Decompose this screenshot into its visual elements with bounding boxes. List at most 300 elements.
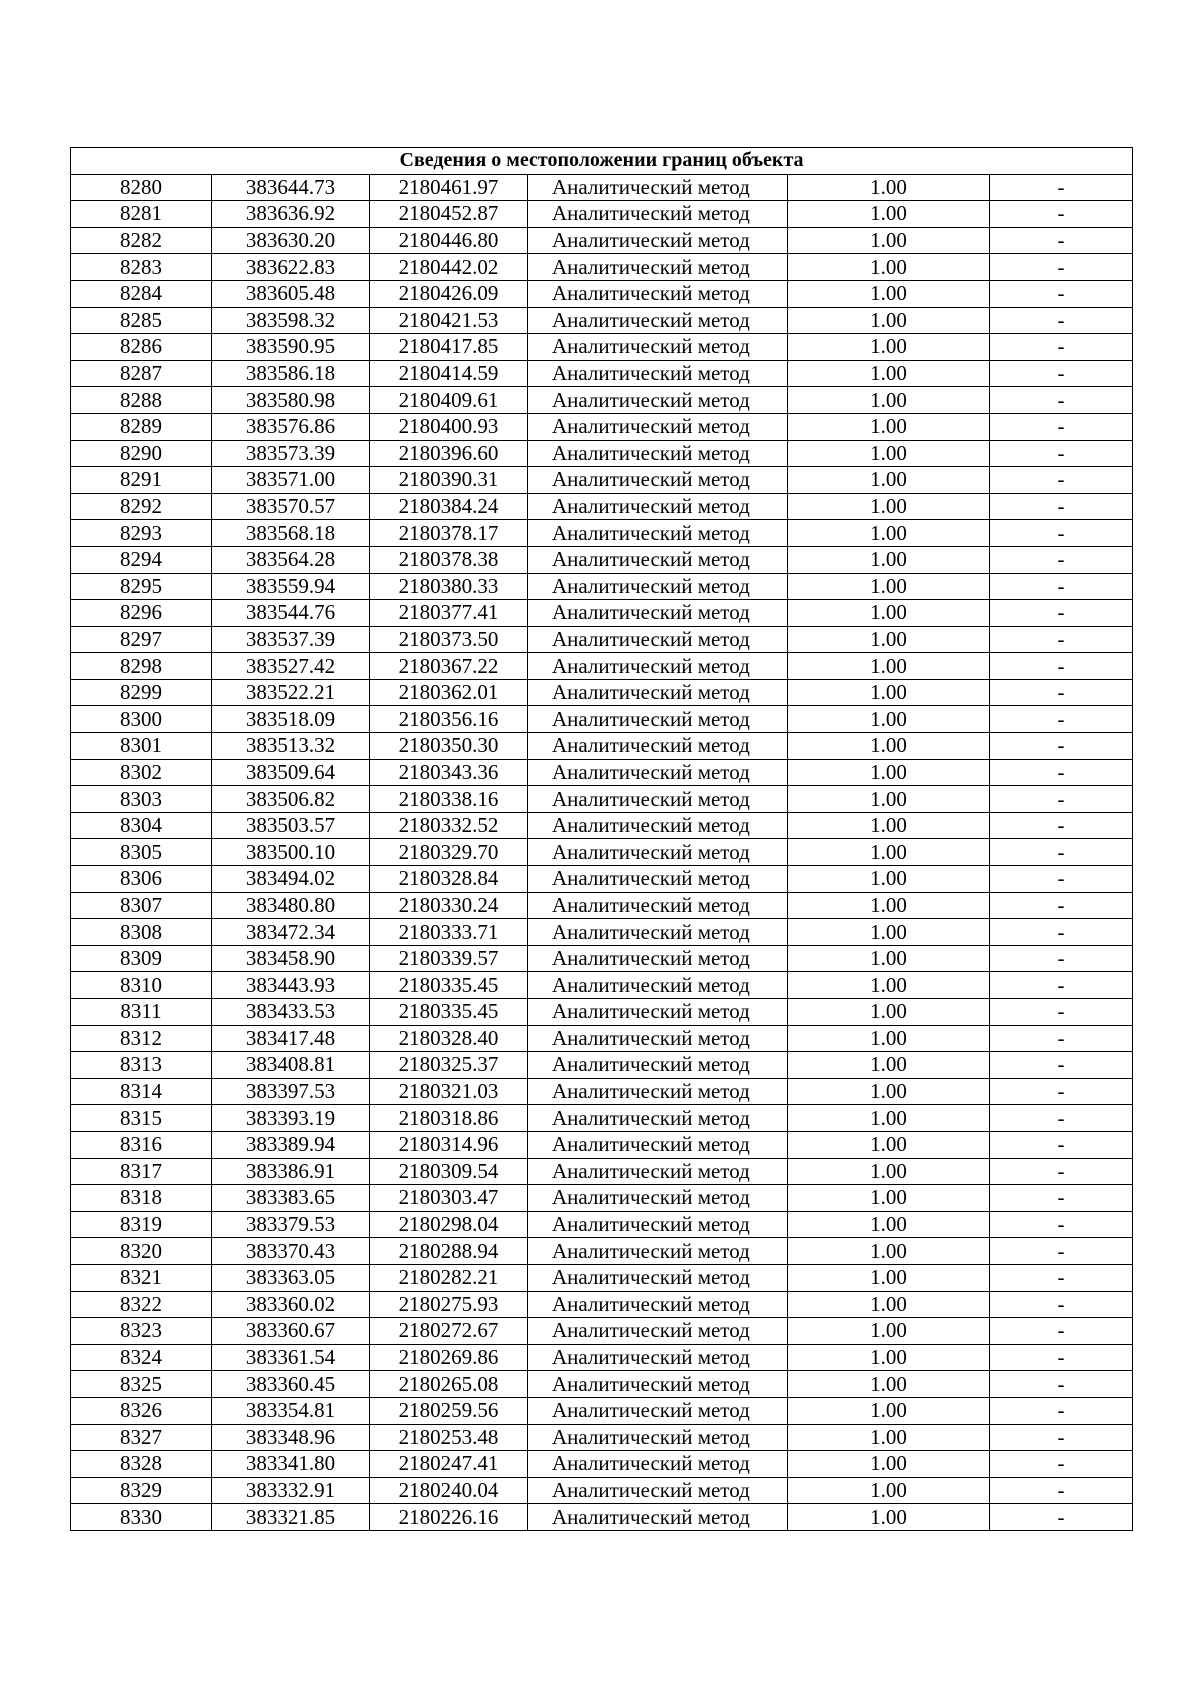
table-row xyxy=(71,600,1133,627)
x-coordinate-cell: 383513.32 xyxy=(212,733,370,760)
x-coordinate-cell: 383480.80 xyxy=(212,892,370,919)
y-coordinate-cell: 2180461.97 xyxy=(370,174,528,201)
description-cell: - xyxy=(990,1291,1133,1318)
description-cell: - xyxy=(990,972,1133,999)
table-row xyxy=(71,520,1133,547)
table-row xyxy=(71,307,1133,334)
method-cell: Аналитический метод xyxy=(528,174,788,201)
point-number-cell: 8297 xyxy=(71,626,212,653)
accuracy-cell: 1.00 xyxy=(788,972,990,999)
method-cell: Аналитический метод xyxy=(528,1318,788,1345)
accuracy-cell: 1.00 xyxy=(788,1477,990,1504)
x-coordinate-cell: 383500.10 xyxy=(212,839,370,866)
accuracy-cell: 1.00 xyxy=(788,1344,990,1371)
table-row xyxy=(71,280,1133,307)
accuracy-cell: 1.00 xyxy=(788,201,990,228)
y-coordinate-cell: 2180328.40 xyxy=(370,1025,528,1052)
method-cell: Аналитический метод xyxy=(528,812,788,839)
method-cell: Аналитический метод xyxy=(528,1238,788,1265)
table-row xyxy=(71,1344,1133,1371)
point-number-cell: 8282 xyxy=(71,227,212,254)
point-number-cell: 8301 xyxy=(71,733,212,760)
description-cell: - xyxy=(990,1344,1133,1371)
table-row xyxy=(71,1291,1133,1318)
method-cell: Аналитический метод xyxy=(528,1504,788,1531)
x-coordinate-cell: 383559.94 xyxy=(212,573,370,600)
description-cell: - xyxy=(990,1078,1133,1105)
description-cell: - xyxy=(990,227,1133,254)
x-coordinate-cell: 383580.98 xyxy=(212,387,370,414)
accuracy-cell: 1.00 xyxy=(788,546,990,573)
accuracy-cell: 1.00 xyxy=(788,1105,990,1132)
method-cell: Аналитический метод xyxy=(528,600,788,627)
accuracy-cell: 1.00 xyxy=(788,254,990,281)
method-cell: Аналитический метод xyxy=(528,1131,788,1158)
point-number-cell: 8305 xyxy=(71,839,212,866)
x-coordinate-cell: 383458.90 xyxy=(212,945,370,972)
method-cell: Аналитический метод xyxy=(528,1025,788,1052)
description-cell: - xyxy=(990,1264,1133,1291)
accuracy-cell: 1.00 xyxy=(788,679,990,706)
method-cell: Аналитический метод xyxy=(528,1451,788,1478)
y-coordinate-cell: 2180414.59 xyxy=(370,360,528,387)
x-coordinate-cell: 383472.34 xyxy=(212,919,370,946)
y-coordinate-cell: 2180367.22 xyxy=(370,653,528,680)
table-row xyxy=(71,334,1133,361)
point-number-cell: 8280 xyxy=(71,174,212,201)
point-number-cell: 8293 xyxy=(71,520,212,547)
point-number-cell: 8290 xyxy=(71,440,212,467)
method-cell: Аналитический метод xyxy=(528,706,788,733)
method-cell: Аналитический метод xyxy=(528,972,788,999)
method-cell: Аналитический метод xyxy=(528,546,788,573)
y-coordinate-cell: 2180282.21 xyxy=(370,1264,528,1291)
point-number-cell: 8316 xyxy=(71,1131,212,1158)
method-cell: Аналитический метод xyxy=(528,839,788,866)
description-cell: - xyxy=(990,626,1133,653)
description-cell: - xyxy=(990,573,1133,600)
accuracy-cell: 1.00 xyxy=(788,1397,990,1424)
method-cell: Аналитический метод xyxy=(528,1477,788,1504)
y-coordinate-cell: 2180328.84 xyxy=(370,866,528,893)
method-cell: Аналитический метод xyxy=(528,573,788,600)
x-coordinate-cell: 383360.67 xyxy=(212,1318,370,1345)
point-number-cell: 8294 xyxy=(71,546,212,573)
x-coordinate-cell: 383598.32 xyxy=(212,307,370,334)
point-number-cell: 8291 xyxy=(71,467,212,494)
method-cell: Аналитический метод xyxy=(528,1105,788,1132)
accuracy-cell: 1.00 xyxy=(788,999,990,1026)
method-cell: Аналитический метод xyxy=(528,1397,788,1424)
table-row xyxy=(71,1025,1133,1052)
accuracy-cell: 1.00 xyxy=(788,866,990,893)
description-cell: - xyxy=(990,919,1133,946)
description-cell: - xyxy=(990,839,1133,866)
method-cell: Аналитический метод xyxy=(528,1371,788,1398)
y-coordinate-cell: 2180339.57 xyxy=(370,945,528,972)
description-cell: - xyxy=(990,307,1133,334)
method-cell: Аналитический метод xyxy=(528,919,788,946)
table-row xyxy=(71,812,1133,839)
description-cell: - xyxy=(990,706,1133,733)
y-coordinate-cell: 2180446.80 xyxy=(370,227,528,254)
accuracy-cell: 1.00 xyxy=(788,413,990,440)
x-coordinate-cell: 383636.92 xyxy=(212,201,370,228)
method-cell: Аналитический метод xyxy=(528,1291,788,1318)
x-coordinate-cell: 383622.83 xyxy=(212,254,370,281)
y-coordinate-cell: 2180338.16 xyxy=(370,786,528,813)
x-coordinate-cell: 383348.96 xyxy=(212,1424,370,1451)
point-number-cell: 8287 xyxy=(71,360,212,387)
accuracy-cell: 1.00 xyxy=(788,1158,990,1185)
table-row xyxy=(71,1211,1133,1238)
table-row xyxy=(71,227,1133,254)
y-coordinate-cell: 2180318.86 xyxy=(370,1105,528,1132)
y-coordinate-cell: 2180335.45 xyxy=(370,999,528,1026)
method-cell: Аналитический метод xyxy=(528,1344,788,1371)
x-coordinate-cell: 383443.93 xyxy=(212,972,370,999)
y-coordinate-cell: 2180378.38 xyxy=(370,546,528,573)
x-coordinate-cell: 383503.57 xyxy=(212,812,370,839)
x-coordinate-cell: 383321.85 xyxy=(212,1504,370,1531)
description-cell: - xyxy=(990,1397,1133,1424)
point-number-cell: 8313 xyxy=(71,1052,212,1079)
y-coordinate-cell: 2180226.16 xyxy=(370,1504,528,1531)
point-number-cell: 8289 xyxy=(71,413,212,440)
method-cell: Аналитический метод xyxy=(528,1158,788,1185)
x-coordinate-cell: 383361.54 xyxy=(212,1344,370,1371)
description-cell: - xyxy=(990,493,1133,520)
table-row xyxy=(71,1238,1133,1265)
accuracy-cell: 1.00 xyxy=(788,1185,990,1212)
description-cell: - xyxy=(990,360,1133,387)
x-coordinate-cell: 383544.76 xyxy=(212,600,370,627)
method-cell: Аналитический метод xyxy=(528,413,788,440)
x-coordinate-cell: 383341.80 xyxy=(212,1451,370,1478)
point-number-cell: 8304 xyxy=(71,812,212,839)
y-coordinate-cell: 2180452.87 xyxy=(370,201,528,228)
method-cell: Аналитический метод xyxy=(528,1185,788,1212)
y-coordinate-cell: 2180321.03 xyxy=(370,1078,528,1105)
table-row xyxy=(71,866,1133,893)
point-number-cell: 8325 xyxy=(71,1371,212,1398)
x-coordinate-cell: 383630.20 xyxy=(212,227,370,254)
method-cell: Аналитический метод xyxy=(528,945,788,972)
description-cell: - xyxy=(990,1424,1133,1451)
description-cell: - xyxy=(990,1158,1133,1185)
accuracy-cell: 1.00 xyxy=(788,1371,990,1398)
point-number-cell: 8308 xyxy=(71,919,212,946)
method-cell: Аналитический метод xyxy=(528,999,788,1026)
point-number-cell: 8285 xyxy=(71,307,212,334)
table-row xyxy=(71,839,1133,866)
x-coordinate-cell: 383522.21 xyxy=(212,679,370,706)
point-number-cell: 8284 xyxy=(71,280,212,307)
point-number-cell: 8286 xyxy=(71,334,212,361)
method-cell: Аналитический метод xyxy=(528,520,788,547)
table-row xyxy=(71,1371,1133,1398)
x-coordinate-cell: 383360.45 xyxy=(212,1371,370,1398)
x-coordinate-cell: 383518.09 xyxy=(212,706,370,733)
accuracy-cell: 1.00 xyxy=(788,334,990,361)
method-cell: Аналитический метод xyxy=(528,334,788,361)
y-coordinate-cell: 2180269.86 xyxy=(370,1344,528,1371)
boundary-coordinates-table xyxy=(70,147,1133,1531)
y-coordinate-cell: 2180380.33 xyxy=(370,573,528,600)
x-coordinate-cell: 383576.86 xyxy=(212,413,370,440)
table-row xyxy=(71,919,1133,946)
description-cell: - xyxy=(990,892,1133,919)
y-coordinate-cell: 2180377.41 xyxy=(370,600,528,627)
accuracy-cell: 1.00 xyxy=(788,1504,990,1531)
accuracy-cell: 1.00 xyxy=(788,1211,990,1238)
description-cell: - xyxy=(990,1185,1133,1212)
description-cell: - xyxy=(990,254,1133,281)
table-row xyxy=(71,1158,1133,1185)
description-cell: - xyxy=(990,1025,1133,1052)
y-coordinate-cell: 2180343.36 xyxy=(370,759,528,786)
y-coordinate-cell: 2180240.04 xyxy=(370,1477,528,1504)
point-number-cell: 8314 xyxy=(71,1078,212,1105)
point-number-cell: 8307 xyxy=(71,892,212,919)
x-coordinate-cell: 383568.18 xyxy=(212,520,370,547)
method-cell: Аналитический метод xyxy=(528,653,788,680)
x-coordinate-cell: 383370.43 xyxy=(212,1238,370,1265)
x-coordinate-cell: 383570.57 xyxy=(212,493,370,520)
table-row xyxy=(71,1397,1133,1424)
x-coordinate-cell: 383363.05 xyxy=(212,1264,370,1291)
y-coordinate-cell: 2180350.30 xyxy=(370,733,528,760)
y-coordinate-cell: 2180330.24 xyxy=(370,892,528,919)
x-coordinate-cell: 383386.91 xyxy=(212,1158,370,1185)
point-number-cell: 8298 xyxy=(71,653,212,680)
description-cell: - xyxy=(990,546,1133,573)
accuracy-cell: 1.00 xyxy=(788,493,990,520)
accuracy-cell: 1.00 xyxy=(788,360,990,387)
x-coordinate-cell: 383509.64 xyxy=(212,759,370,786)
description-cell: - xyxy=(990,1211,1133,1238)
table-row xyxy=(71,1504,1133,1531)
y-coordinate-cell: 2180421.53 xyxy=(370,307,528,334)
x-coordinate-cell: 383494.02 xyxy=(212,866,370,893)
table-row xyxy=(71,653,1133,680)
table-row xyxy=(71,679,1133,706)
x-coordinate-cell: 383397.53 xyxy=(212,1078,370,1105)
accuracy-cell: 1.00 xyxy=(788,520,990,547)
point-number-cell: 8324 xyxy=(71,1344,212,1371)
table-row xyxy=(71,440,1133,467)
y-coordinate-cell: 2180253.48 xyxy=(370,1424,528,1451)
method-cell: Аналитический метод xyxy=(528,892,788,919)
x-coordinate-cell: 383537.39 xyxy=(212,626,370,653)
table-row xyxy=(71,945,1133,972)
accuracy-cell: 1.00 xyxy=(788,653,990,680)
point-number-cell: 8295 xyxy=(71,573,212,600)
table-row xyxy=(71,546,1133,573)
method-cell: Аналитический метод xyxy=(528,1078,788,1105)
method-cell: Аналитический метод xyxy=(528,626,788,653)
point-number-cell: 8299 xyxy=(71,679,212,706)
x-coordinate-cell: 383527.42 xyxy=(212,653,370,680)
accuracy-cell: 1.00 xyxy=(788,600,990,627)
point-number-cell: 8312 xyxy=(71,1025,212,1052)
point-number-cell: 8288 xyxy=(71,387,212,414)
point-number-cell: 8322 xyxy=(71,1291,212,1318)
table-row xyxy=(71,1052,1133,1079)
table-row xyxy=(71,706,1133,733)
table-row xyxy=(71,360,1133,387)
accuracy-cell: 1.00 xyxy=(788,280,990,307)
accuracy-cell: 1.00 xyxy=(788,1424,990,1451)
table-row xyxy=(71,1105,1133,1132)
x-coordinate-cell: 383573.39 xyxy=(212,440,370,467)
accuracy-cell: 1.00 xyxy=(788,1078,990,1105)
point-number-cell: 8323 xyxy=(71,1318,212,1345)
y-coordinate-cell: 2180265.08 xyxy=(370,1371,528,1398)
point-number-cell: 8317 xyxy=(71,1158,212,1185)
description-cell: - xyxy=(990,201,1133,228)
accuracy-cell: 1.00 xyxy=(788,812,990,839)
y-coordinate-cell: 2180396.60 xyxy=(370,440,528,467)
table-row xyxy=(71,1264,1133,1291)
accuracy-cell: 1.00 xyxy=(788,839,990,866)
point-number-cell: 8327 xyxy=(71,1424,212,1451)
method-cell: Аналитический метод xyxy=(528,493,788,520)
y-coordinate-cell: 2180390.31 xyxy=(370,467,528,494)
method-cell: Аналитический метод xyxy=(528,280,788,307)
x-coordinate-cell: 383564.28 xyxy=(212,546,370,573)
table-row xyxy=(71,493,1133,520)
description-cell: - xyxy=(990,653,1133,680)
y-coordinate-cell: 2180309.54 xyxy=(370,1158,528,1185)
accuracy-cell: 1.00 xyxy=(788,706,990,733)
description-cell: - xyxy=(990,1477,1133,1504)
table-row xyxy=(71,786,1133,813)
x-coordinate-cell: 383360.02 xyxy=(212,1291,370,1318)
y-coordinate-cell: 2180247.41 xyxy=(370,1451,528,1478)
table-row xyxy=(71,201,1133,228)
point-number-cell: 8321 xyxy=(71,1264,212,1291)
point-number-cell: 8319 xyxy=(71,1211,212,1238)
description-cell: - xyxy=(990,280,1133,307)
x-coordinate-cell: 383433.53 xyxy=(212,999,370,1026)
table-row xyxy=(71,892,1133,919)
point-number-cell: 8306 xyxy=(71,866,212,893)
point-number-cell: 8296 xyxy=(71,600,212,627)
description-cell: - xyxy=(990,1131,1133,1158)
accuracy-cell: 1.00 xyxy=(788,786,990,813)
x-coordinate-cell: 383408.81 xyxy=(212,1052,370,1079)
description-cell: - xyxy=(990,1504,1133,1531)
description-cell: - xyxy=(990,600,1133,627)
point-number-cell: 8309 xyxy=(71,945,212,972)
point-number-cell: 8326 xyxy=(71,1397,212,1424)
title-row xyxy=(71,148,1133,175)
point-number-cell: 8318 xyxy=(71,1185,212,1212)
y-coordinate-cell: 2180329.70 xyxy=(370,839,528,866)
y-coordinate-cell: 2180303.47 xyxy=(370,1185,528,1212)
point-number-cell: 8311 xyxy=(71,999,212,1026)
table-row xyxy=(71,733,1133,760)
method-cell: Аналитический метод xyxy=(528,866,788,893)
accuracy-cell: 1.00 xyxy=(788,892,990,919)
description-cell: - xyxy=(990,520,1133,547)
point-number-cell: 8302 xyxy=(71,759,212,786)
point-number-cell: 8303 xyxy=(71,786,212,813)
method-cell: Аналитический метод xyxy=(528,1424,788,1451)
table-row xyxy=(71,1131,1133,1158)
point-number-cell: 8330 xyxy=(71,1504,212,1531)
method-cell: Аналитический метод xyxy=(528,254,788,281)
table-row xyxy=(71,1451,1133,1478)
description-cell: - xyxy=(990,1238,1133,1265)
description-cell: - xyxy=(990,1371,1133,1398)
table-row xyxy=(71,999,1133,1026)
y-coordinate-cell: 2180417.85 xyxy=(370,334,528,361)
point-number-cell: 8283 xyxy=(71,254,212,281)
accuracy-cell: 1.00 xyxy=(788,945,990,972)
y-coordinate-cell: 2180325.37 xyxy=(370,1052,528,1079)
description-cell: - xyxy=(990,1318,1133,1345)
point-number-cell: 8328 xyxy=(71,1451,212,1478)
method-cell: Аналитический метод xyxy=(528,759,788,786)
description-cell: - xyxy=(990,467,1133,494)
table-row xyxy=(71,759,1133,786)
y-coordinate-cell: 2180362.01 xyxy=(370,679,528,706)
y-coordinate-cell: 2180400.93 xyxy=(370,413,528,440)
table-row xyxy=(71,1477,1133,1504)
accuracy-cell: 1.00 xyxy=(788,573,990,600)
table-body xyxy=(71,148,1133,1531)
table-row xyxy=(71,1318,1133,1345)
description-cell: - xyxy=(990,866,1133,893)
description-cell: - xyxy=(990,387,1133,414)
accuracy-cell: 1.00 xyxy=(788,1318,990,1345)
y-coordinate-cell: 2180332.52 xyxy=(370,812,528,839)
table-row xyxy=(71,1078,1133,1105)
method-cell: Аналитический метод xyxy=(528,307,788,334)
y-coordinate-cell: 2180384.24 xyxy=(370,493,528,520)
description-cell: - xyxy=(990,174,1133,201)
y-coordinate-cell: 2180356.16 xyxy=(370,706,528,733)
x-coordinate-cell: 383571.00 xyxy=(212,467,370,494)
point-number-cell: 8310 xyxy=(71,972,212,999)
y-coordinate-cell: 2180259.56 xyxy=(370,1397,528,1424)
description-cell: - xyxy=(990,999,1133,1026)
accuracy-cell: 1.00 xyxy=(788,1052,990,1079)
y-coordinate-cell: 2180442.02 xyxy=(370,254,528,281)
table-row xyxy=(71,573,1133,600)
x-coordinate-cell: 383393.19 xyxy=(212,1105,370,1132)
table-row xyxy=(71,413,1133,440)
y-coordinate-cell: 2180288.94 xyxy=(370,1238,528,1265)
x-coordinate-cell: 383332.91 xyxy=(212,1477,370,1504)
method-cell: Аналитический метод xyxy=(528,387,788,414)
description-cell: - xyxy=(990,759,1133,786)
description-cell: - xyxy=(990,440,1133,467)
description-cell: - xyxy=(990,786,1133,813)
method-cell: Аналитический метод xyxy=(528,1211,788,1238)
x-coordinate-cell: 383389.94 xyxy=(212,1131,370,1158)
table-row xyxy=(71,626,1133,653)
accuracy-cell: 1.00 xyxy=(788,440,990,467)
y-coordinate-cell: 2180373.50 xyxy=(370,626,528,653)
x-coordinate-cell: 383506.82 xyxy=(212,786,370,813)
accuracy-cell: 1.00 xyxy=(788,1264,990,1291)
method-cell: Аналитический метод xyxy=(528,360,788,387)
accuracy-cell: 1.00 xyxy=(788,1451,990,1478)
description-cell: - xyxy=(990,334,1133,361)
